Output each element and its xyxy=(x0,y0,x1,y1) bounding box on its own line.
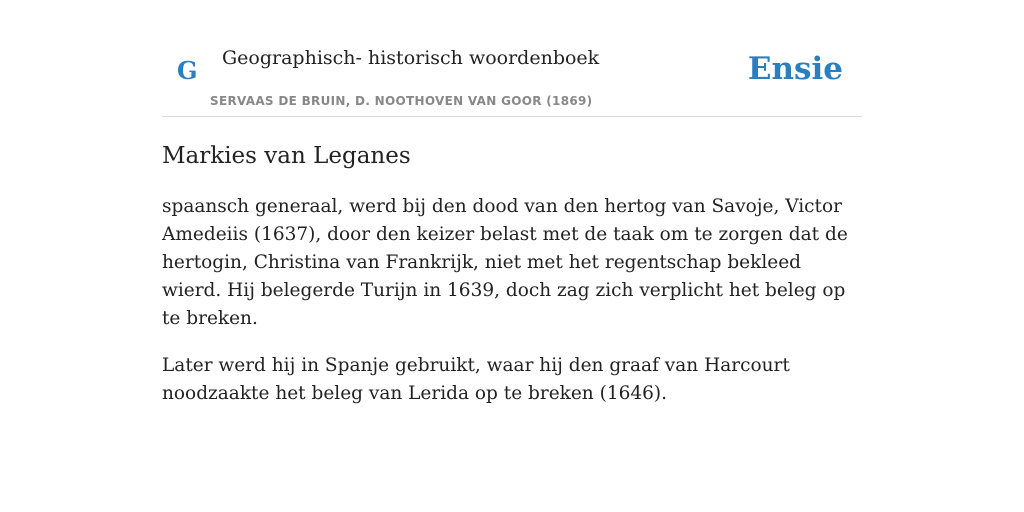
book-title[interactable]: Geographisch- historisch woordenboek xyxy=(222,47,600,69)
page xyxy=(162,0,862,408)
article-paragraph: Later werd hij in Spanje gebruikt, waar hij den graaf van Harcourt noodzaakte het beleg van Lerida op te breken (1646). xyxy=(162,355,790,404)
book-logo[interactable]: G xyxy=(177,56,198,85)
book-authors: SERVAAS DE BRUIN, D. NOOTHOVEN VAN GOOR (1869) xyxy=(210,94,593,108)
article xyxy=(162,141,862,408)
article-paragraph: spaansch generaal, werd bij den dood van den hertog van Savoje, Victor Amedeiis (1637), door den keizer belast met de taak om te zorgen dat de hertogin, Christina van Frankrijk, niet met het regentschap bekleed wierd. Hij belegerde Turijn in 1639, doch zag zich verplicht het beleg op te breken. xyxy=(162,196,848,329)
ensie-logo[interactable]: Ensie xyxy=(747,51,843,87)
article-title: Markies van Leganes xyxy=(162,143,411,169)
book-header xyxy=(162,0,862,117)
